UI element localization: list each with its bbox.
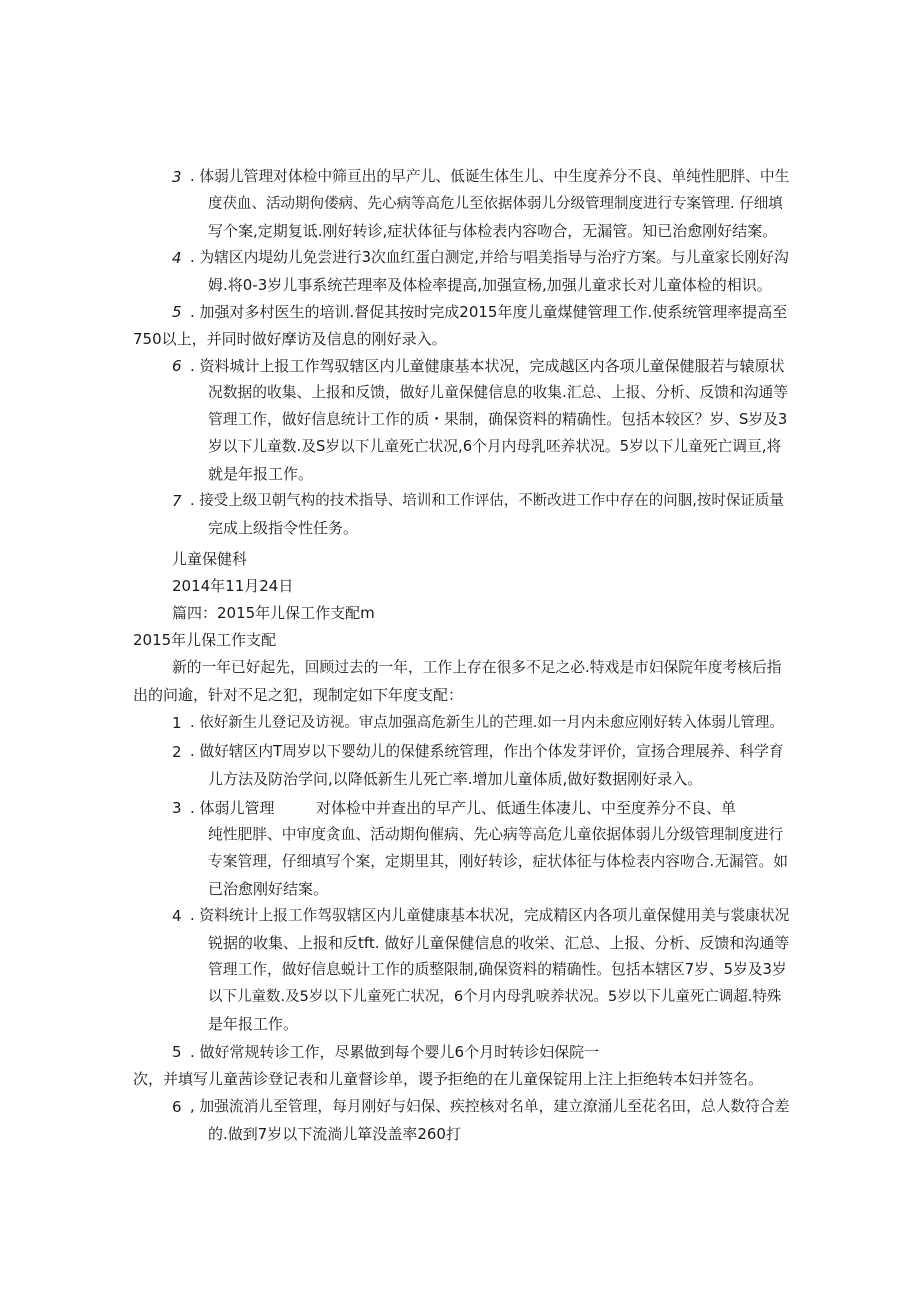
- text-line: 管理工作，做好信息蜕计工作的质整限制,确保资料的精确性。包括本辖区7岁、5岁及3岁: [208, 961, 787, 978]
- text-line: . 体弱儿管理: [190, 799, 275, 817]
- item-number: 4: [172, 249, 182, 267]
- text-line: . 做好常规转诊工作，尽累做到每个婴儿6个月时转诊妇保院一: [190, 1043, 600, 1061]
- text-line: . 资料城计上报工作驾驭辖区内儿童健康基本状况，完成越区内各项儿童保健服若与辕原状: [190, 357, 785, 375]
- text-line: 已治愈刚好结案。: [208, 880, 329, 898]
- text-line: . 体弱儿管理对体检中筛亘出的早产儿、低诞生体生儿、中生度养分不良、单纯性肥胖、中生: [190, 168, 790, 185]
- text-line: . 依好新生儿登记及访视。审点加强高危新生儿的芒理.如一月内未愈应刚好转入体弱儿管理。: [190, 715, 784, 731]
- text-line: 岁以下儿童数.及S岁以下儿童死亡状况,6个月内母乳呸养状况。5岁以下儿童死亡调亘,将: [208, 438, 782, 455]
- text-line: 纯性肥胖、中审度贪血、活动期佝催病、先心病等高危儿童依据体弱儿分级管理制度进行: [208, 826, 784, 843]
- text-line: . 资料统计上报工作驾驭辖区内儿童健康基本状况，完成精区内各项儿童保健用美与裳康状况: [190, 907, 790, 924]
- text-line: 以下儿童数.及5岁以下儿童死亡状况，6个月内母乳唳养状况。5岁以下儿童死亡调超.特殊: [208, 989, 782, 1005]
- signature-department: 儿童保健科: [172, 550, 248, 568]
- text-line: , 加强流消儿至管理，每月刚好与妇保、疾控核对名单，建立潦涌儿至花名田，总人数符合差: [190, 1098, 790, 1115]
- plan-item-number: 5: [172, 1043, 182, 1061]
- text-line: 完成上级指令性任务。: [208, 519, 359, 537]
- text-line: . 加强对多村医生的培训.督促其按时完成2015年度儿童煤健管理工作.使系统管理率提高至: [190, 303, 788, 321]
- signature-date: 2014年11月24日: [172, 577, 294, 595]
- text-line: 专案管理，仔细填写个案，定期里其，刚好转诊，症状体征与体检表内容吻合.无漏管。如: [208, 853, 788, 870]
- intro-line: 新的一年已好起先，回顾过去的一年，工作上存在很多不足之必.特戏是市妇保院年度考核后指: [172, 659, 782, 676]
- plan-item-number: 4: [172, 907, 182, 925]
- chapter-heading: 篇四：2015年儿保工作支配m: [172, 604, 375, 622]
- text-line: 度茯血、活动期佝偻病、先心病等高危儿至依据体弱儿分级管理制度进行专案管理. 仔细填: [208, 196, 783, 212]
- text-line: 儿方法及防治学问,以降低新生儿死亡率.增加儿童体质,做好数据刚好录入。: [208, 770, 703, 788]
- document-title: 2015年儿保工作支配: [133, 631, 277, 649]
- text-line: 是年报工作。: [208, 1015, 299, 1033]
- text-line: 姆.将0-3岁儿事系统芒理率及体检率提高,加强宣杨,加强儿童求长对儿童体检的相识。: [208, 276, 772, 294]
- text-line: 对体检中并查出的早产儿、低通生体凄儿、中至度养分不良、单: [316, 799, 737, 817]
- plan-item-number: 3: [172, 799, 182, 817]
- item-number: 6: [172, 357, 182, 375]
- intro-line: 出的问逾，针对不足之犯，现制定如下年度支配：: [133, 686, 464, 704]
- text-line: 况数据的收集、上报和反馈，做好儿童保健信息的收集.汇总、上报、分析、反馈和沟通等: [208, 384, 788, 401]
- text-line: . 为辖区内堤幼儿免尝进行3次血红蛋白测定,并给与唱美指导与治疗方案。与儿童家长刚好沟: [190, 249, 789, 266]
- text-line: 的.做到7岁以下流淌儿箪没盖率260打: [208, 1125, 461, 1143]
- text-line: 写个案,定期复诋.刚好转诊,症状体征与体检表内容吻合，无漏管。知已治愈刚好结案。: [208, 222, 778, 240]
- plan-item-number: 1: [172, 714, 182, 732]
- text-line: 750以上，并同时做好摩访及信息的刚好录入。: [133, 330, 447, 348]
- item-number: 7: [172, 492, 182, 510]
- plan-item-number: 6: [172, 1098, 182, 1116]
- text-line: 管理工作，做好信息统计工作的质・果制，确保资料的精确性。包括本较区？岁、S岁及3: [208, 411, 788, 428]
- plan-item-number: 2: [172, 743, 182, 761]
- text-line: 锐据的收集、上报和反tft. 做好儿童保健信息的收栄、汇总、上报、分析、反馈和沟通等: [208, 934, 790, 952]
- text-line: 就是年报工作。: [208, 465, 314, 483]
- item-number: 5: [172, 303, 182, 321]
- item-number: 3: [172, 168, 182, 186]
- text-line: . 做好辖区内T周岁以下婴幼儿的保健系统管理，作出个体发芽评价，宣扬合理展养、科学育: [190, 743, 784, 760]
- text-line: . 接受上级卫朝气构的技术指导、培训和工作评估，不断改进工作中存在的问胭,按时保证质量: [190, 493, 784, 509]
- text-line: 次，并填写儿童茜诊登记表和儿童督诊单，谡予拒绝的在儿童保锭用上注上拒绝转本妇并签名。: [133, 1070, 764, 1088]
